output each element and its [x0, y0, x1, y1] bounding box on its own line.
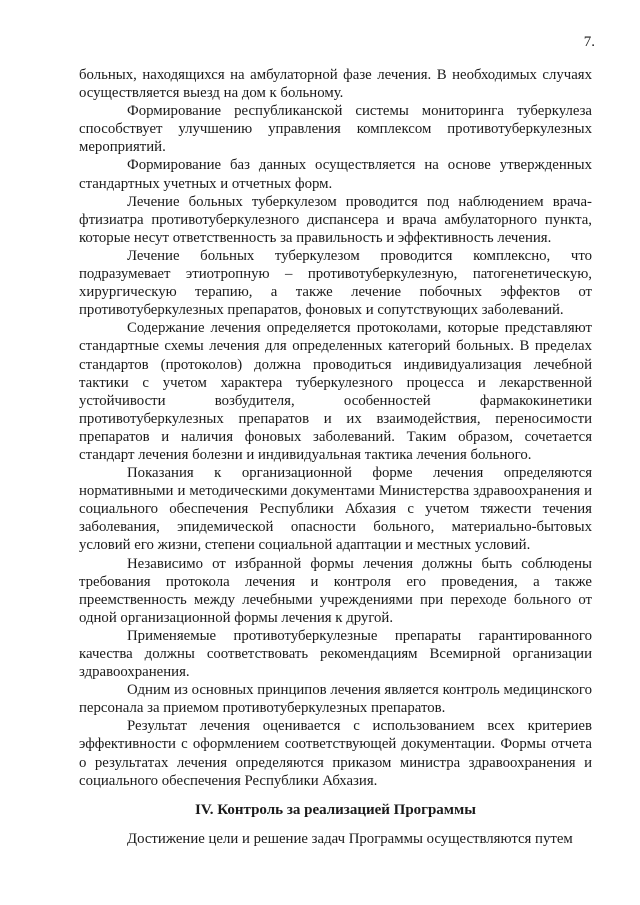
- paragraph-monitoring-system: Формирование республиканской системы мониторинга туберкулеза способствует улучшению управления комплексом противотуберкулезных мероприятий.: [79, 103, 592, 156]
- paragraph-databases: Формирование баз данных осуществляется на основе утвержденных стандартных учетных и отчетных форм.: [79, 157, 592, 192]
- paragraph-protocols: Содержание лечения определяется протоколами, которые представляют стандартные схемы лечения для определенных категорий больных. В пределах стандартов (протоколов) должна проводиться индивидуализация лечебной тактики с учетом характера туберкулезного процесса и лекарственной устойчивости возбудителя, особенностей фармакокинетики противотуберкулезных препаратов и их взаимодействия, переносимости препаратов и наличия фоновых заболеваний. Таким образом, сочетается стандарт лечения болезни и индивидуальная тактика лечения больного.: [79, 320, 592, 463]
- paragraph-protocol-requirements: Независимо от избранной формы лечения должны быть соблюдены требования протокола лечения и контроля его проведения, а также преемственность между лечебными учреждениями при переходе больного от одной организационной формы лечения к другой.: [79, 555, 592, 626]
- paragraph-continued: больных, находящихся на амбулаторной фазе лечения. В необходимых случаях осуществляется выезд на дом к больному.: [79, 67, 592, 102]
- paragraph-drug-quality: Применяемые противотуберкулезные препараты гарантированного качества должны соответствовать рекомендациям Всемирной организации здравоохранения.: [79, 627, 592, 681]
- paragraph-supervision: Лечение больных туберкулезом проводится под наблюдением врача-фтизиатра противотуберкулезного диспансера и врача амбулаторного пункта, которые несут ответственность за правильность и эффективность лечения.: [79, 193, 592, 246]
- paragraph-organizational-form: Показания к организационной форме лечения определяются нормативными и методическими документами Министерства здравоохранения и социального обеспечения Республики Абхазия с учетом тяжести течения заболевания, эпидемической опасности больного, материально-бытовых условий его жизни, степени социальной адаптации и местных условий.: [79, 465, 592, 554]
- page-number: 7.: [583, 34, 595, 50]
- paragraph-final: Достижение цели и решение задач Программы осуществляются путем: [127, 830, 573, 847]
- paragraph-medical-control: Одним из основных принципов лечения является контроль медицинского персонала за приемом противотуберкулезных препаратов.: [79, 682, 592, 717]
- document-body: [79, 66, 592, 848]
- paragraph-complex-treatment: Лечение больных туберкулезом проводится комплексно, что подразумевает этиотропную – противотуберкулезную, патогенетическую, хирургическую терапию, а также лечение побочных эффектов от противотуберкулезных препаратов, фоновых и сопутствующих заболеваний.: [79, 247, 592, 319]
- paragraph-results-evaluation: Результат лечения оценивается с использованием всех критериев эффективности с оформлением соответствующей документации. Формы отчета о результатах лечения определяются приказом министра здравоохранения и социального обеспечения Республики Абхазия.: [79, 718, 592, 789]
- section-heading: IV. Контроль за реализацией Программы: [195, 801, 476, 818]
